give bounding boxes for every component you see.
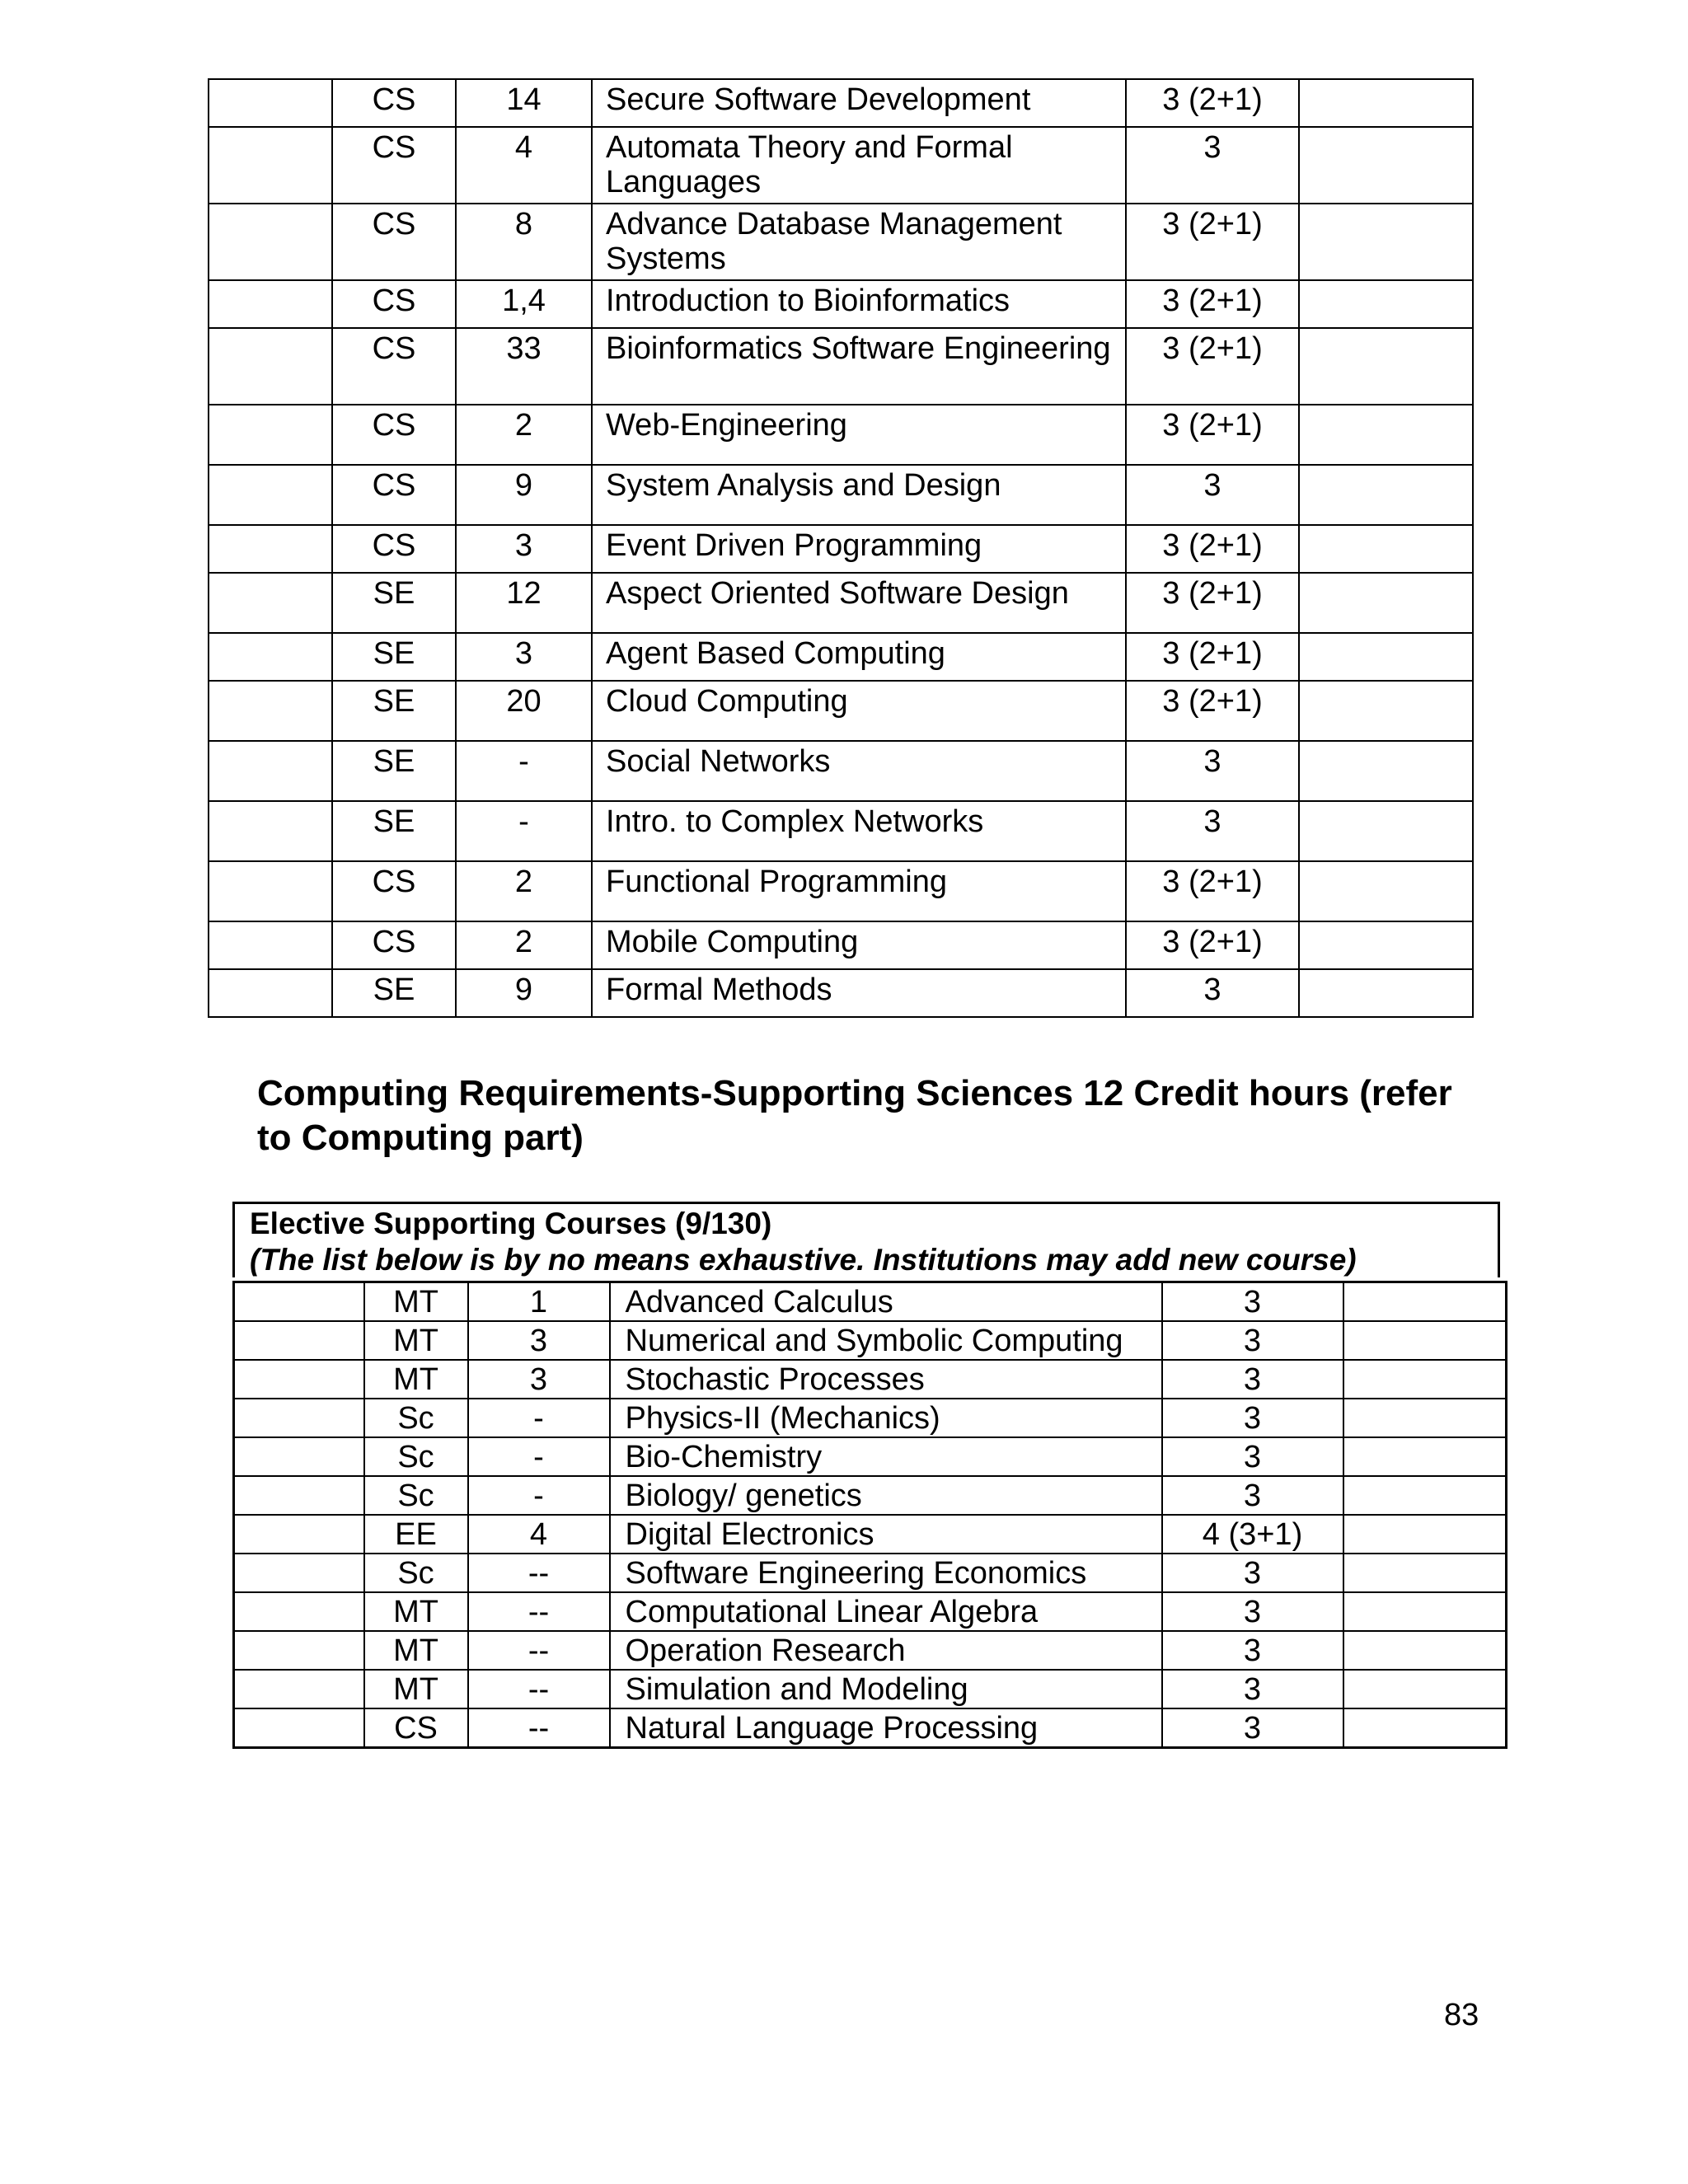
title-cell: Computational Linear Algebra [610,1592,1162,1631]
title-cell: Formal Methods [592,969,1126,1017]
credits-cell: 3 [1162,1670,1343,1708]
blank-cell [209,573,332,633]
blank-cell [209,681,332,741]
prereq-cell: 3 [468,1321,610,1360]
prereq-cell: 2 [456,405,592,465]
blank-cell [234,1631,364,1670]
blank-cell [209,633,332,681]
blank-cell [209,465,332,525]
title-cell: Biology/ genetics [610,1476,1162,1515]
credits-cell: 3 [1126,127,1299,204]
dept-cell: SE [332,969,456,1017]
table-row [234,1631,1507,1670]
credits-cell: 3 [1162,1282,1343,1322]
prereq-cell: - [468,1476,610,1515]
core-courses-body [209,79,1473,1017]
prereq-cell: - [468,1399,610,1437]
prereq-cell: -- [468,1708,610,1748]
table-row [209,741,1473,801]
credits-cell: 3 (2+1) [1126,280,1299,328]
dept-cell: SE [332,573,456,633]
credits-cell: 3 [1162,1708,1343,1748]
credits-cell: 3 [1162,1321,1343,1360]
prereq-cell: 2 [456,861,592,921]
prereq-cell: 4 [456,127,592,204]
prereq-cell: -- [468,1592,610,1631]
dept-cell: CS [332,127,456,204]
table-row [209,405,1473,465]
prereq-cell: 4 [468,1515,610,1554]
dept-cell: Sc [364,1437,468,1476]
prereq-cell: 9 [456,969,592,1017]
table-row [234,1554,1507,1592]
dept-cell: CS [332,525,456,573]
table-row [209,79,1473,127]
blank-cell [209,969,332,1017]
dept-cell: CS [332,328,456,405]
blank-cell [1299,280,1473,328]
credits-cell: 3 [1162,1592,1343,1631]
credits-cell: 3 [1162,1476,1343,1515]
elective-courses-table [232,1281,1507,1749]
prereq-cell: 3 [456,525,592,573]
credits-cell: 4 (3+1) [1162,1515,1343,1554]
title-cell: Advance Database Management Systems [592,204,1126,280]
elective-header-box [232,1202,1500,1277]
prereq-cell: -- [468,1554,610,1592]
credits-cell: 3 [1126,969,1299,1017]
dept-cell: MT [364,1670,468,1708]
prereq-cell: 20 [456,681,592,741]
blank-cell [1299,79,1473,127]
title-cell: Automata Theory and Formal Languages [592,127,1126,204]
title-cell: Operation Research [610,1631,1162,1670]
table-row [234,1360,1507,1399]
title-cell: Advanced Calculus [610,1282,1162,1322]
credits-cell: 3 [1126,465,1299,525]
title-cell: Agent Based Computing [592,633,1126,681]
dept-cell: CS [364,1708,468,1748]
blank-cell [1343,1631,1507,1670]
prereq-cell: 14 [456,79,592,127]
dept-cell: CS [332,405,456,465]
title-cell: Secure Software Development [592,79,1126,127]
blank-cell [1343,1554,1507,1592]
elective-header: Elective Supporting Courses (9/130) [250,1207,772,1240]
title-cell: Stochastic Processes [610,1360,1162,1399]
prereq-cell: - [468,1437,610,1476]
blank-cell [1299,465,1473,525]
dept-cell: MT [364,1592,468,1631]
blank-cell [1299,921,1473,969]
section-heading: Computing Requirements-Supporting Sciences 12 Credit hours (refer to Computing part) [257,1073,1452,1158]
table-row [209,681,1473,741]
title-cell: Numerical and Symbolic Computing [610,1321,1162,1360]
blank-cell [1299,328,1473,405]
table-row [209,465,1473,525]
title-cell: Bioinformatics Software Engineering [592,328,1126,405]
blank-cell [1343,1399,1507,1437]
dept-cell: EE [364,1515,468,1554]
credits-cell: 3 (2+1) [1126,681,1299,741]
dept-cell: Sc [364,1476,468,1515]
blank-cell [1299,741,1473,801]
table-row [234,1282,1507,1322]
table-row [234,1476,1507,1515]
blank-cell [1299,801,1473,861]
core-courses-table [208,78,1474,1018]
prereq-cell: 1 [468,1282,610,1322]
blank-cell [1343,1670,1507,1708]
blank-cell [234,1708,364,1748]
blank-cell [209,741,332,801]
table-row [209,525,1473,573]
blank-cell [1299,861,1473,921]
prereq-cell: 9 [456,465,592,525]
credits-cell: 3 [1162,1554,1343,1592]
blank-cell [1343,1476,1507,1515]
dept-cell: CS [332,280,456,328]
blank-cell [1343,1437,1507,1476]
prereq-cell: 12 [456,573,592,633]
blank-cell [209,921,332,969]
title-cell: System Analysis and Design [592,465,1126,525]
credits-cell: 3 [1126,741,1299,801]
dept-cell: SE [332,741,456,801]
blank-cell [1343,1321,1507,1360]
title-cell: Functional Programming [592,861,1126,921]
blank-cell [209,328,332,405]
table-row [209,328,1473,405]
prereq-cell: 3 [456,633,592,681]
table-row [234,1437,1507,1476]
table-row [234,1708,1507,1748]
dept-cell: MT [364,1282,468,1322]
blank-cell [234,1515,364,1554]
blank-cell [1299,127,1473,204]
title-cell: Aspect Oriented Software Design [592,573,1126,633]
prereq-cell: - [456,801,592,861]
dept-cell: CS [332,465,456,525]
dept-cell: MT [364,1321,468,1360]
dept-cell: SE [332,801,456,861]
blank-cell [1299,405,1473,465]
dept-cell: CS [332,861,456,921]
blank-cell [234,1670,364,1708]
prereq-cell: 2 [456,921,592,969]
table-row [209,280,1473,328]
table-row [209,861,1473,921]
blank-cell [209,79,332,127]
table-row [209,127,1473,204]
dept-cell: CS [332,79,456,127]
title-cell: Simulation and Modeling [610,1670,1162,1708]
table-row [234,1399,1507,1437]
table-row [234,1670,1507,1708]
prereq-cell: 3 [468,1360,610,1399]
title-cell: Cloud Computing [592,681,1126,741]
blank-cell [1299,525,1473,573]
prereq-cell: -- [468,1631,610,1670]
blank-cell [234,1360,364,1399]
credits-cell: 3 (2+1) [1126,204,1299,280]
table-row [209,921,1473,969]
dept-cell: MT [364,1631,468,1670]
blank-cell [234,1554,364,1592]
title-cell: Web-Engineering [592,405,1126,465]
elective-courses-body [234,1282,1507,1748]
blank-cell [209,204,332,280]
table-row [209,969,1473,1017]
blank-cell [209,280,332,328]
blank-cell [1299,681,1473,741]
dept-cell: MT [364,1360,468,1399]
blank-cell [1343,1515,1507,1554]
prereq-cell: 8 [456,204,592,280]
blank-cell [1343,1360,1507,1399]
blank-cell [209,861,332,921]
credits-cell: 3 (2+1) [1126,525,1299,573]
table-row [234,1592,1507,1631]
table-row [234,1515,1507,1554]
credits-cell: 3 (2+1) [1126,921,1299,969]
elective-note: (The list below is by no means exhaustive. Institutions may add new course) [250,1243,1357,1277]
table-row [209,801,1473,861]
credits-cell: 3 (2+1) [1126,79,1299,127]
blank-cell [1299,573,1473,633]
title-cell: Intro. to Complex Networks [592,801,1126,861]
title-cell: Event Driven Programming [592,525,1126,573]
blank-cell [1343,1708,1507,1748]
blank-cell [1343,1282,1507,1322]
blank-cell [234,1399,364,1437]
credits-cell: 3 (2+1) [1126,573,1299,633]
table-row [234,1321,1507,1360]
dept-cell: Sc [364,1399,468,1437]
title-cell: Natural Language Processing [610,1708,1162,1748]
table-row [209,573,1473,633]
credits-cell: 3 (2+1) [1126,861,1299,921]
title-cell: Bio-Chemistry [610,1437,1162,1476]
prereq-cell: 33 [456,328,592,405]
blank-cell [1299,633,1473,681]
credits-cell: 3 (2+1) [1126,633,1299,681]
credits-cell: 3 [1126,801,1299,861]
credits-cell: 3 [1162,1437,1343,1476]
dept-cell: CS [332,921,456,969]
credits-cell: 3 (2+1) [1126,405,1299,465]
prereq-cell: - [456,741,592,801]
credits-cell: 3 [1162,1399,1343,1437]
title-cell: Introduction to Bioinformatics [592,280,1126,328]
blank-cell [234,1321,364,1360]
table-row [209,204,1473,280]
dept-cell: SE [332,633,456,681]
blank-cell [234,1282,364,1322]
blank-cell [234,1437,364,1476]
prereq-cell: -- [468,1670,610,1708]
blank-cell [209,801,332,861]
dept-cell: Sc [364,1554,468,1592]
credits-cell: 3 (2+1) [1126,328,1299,405]
title-cell: Social Networks [592,741,1126,801]
title-cell: Digital Electronics [610,1515,1162,1554]
dept-cell: CS [332,204,456,280]
blank-cell [234,1592,364,1631]
prereq-cell: 1,4 [456,280,592,328]
page-number: 83 [1444,1998,1479,2032]
blank-cell [209,525,332,573]
title-cell: Physics-II (Mechanics) [610,1399,1162,1437]
blank-cell [1343,1592,1507,1631]
credits-cell: 3 [1162,1631,1343,1670]
blank-cell [209,405,332,465]
table-row [209,633,1473,681]
dept-cell: SE [332,681,456,741]
blank-cell [1299,204,1473,280]
credits-cell: 3 [1162,1360,1343,1399]
blank-cell [1299,969,1473,1017]
title-cell: Mobile Computing [592,921,1126,969]
blank-cell [234,1476,364,1515]
blank-cell [209,127,332,204]
title-cell: Software Engineering Economics [610,1554,1162,1592]
